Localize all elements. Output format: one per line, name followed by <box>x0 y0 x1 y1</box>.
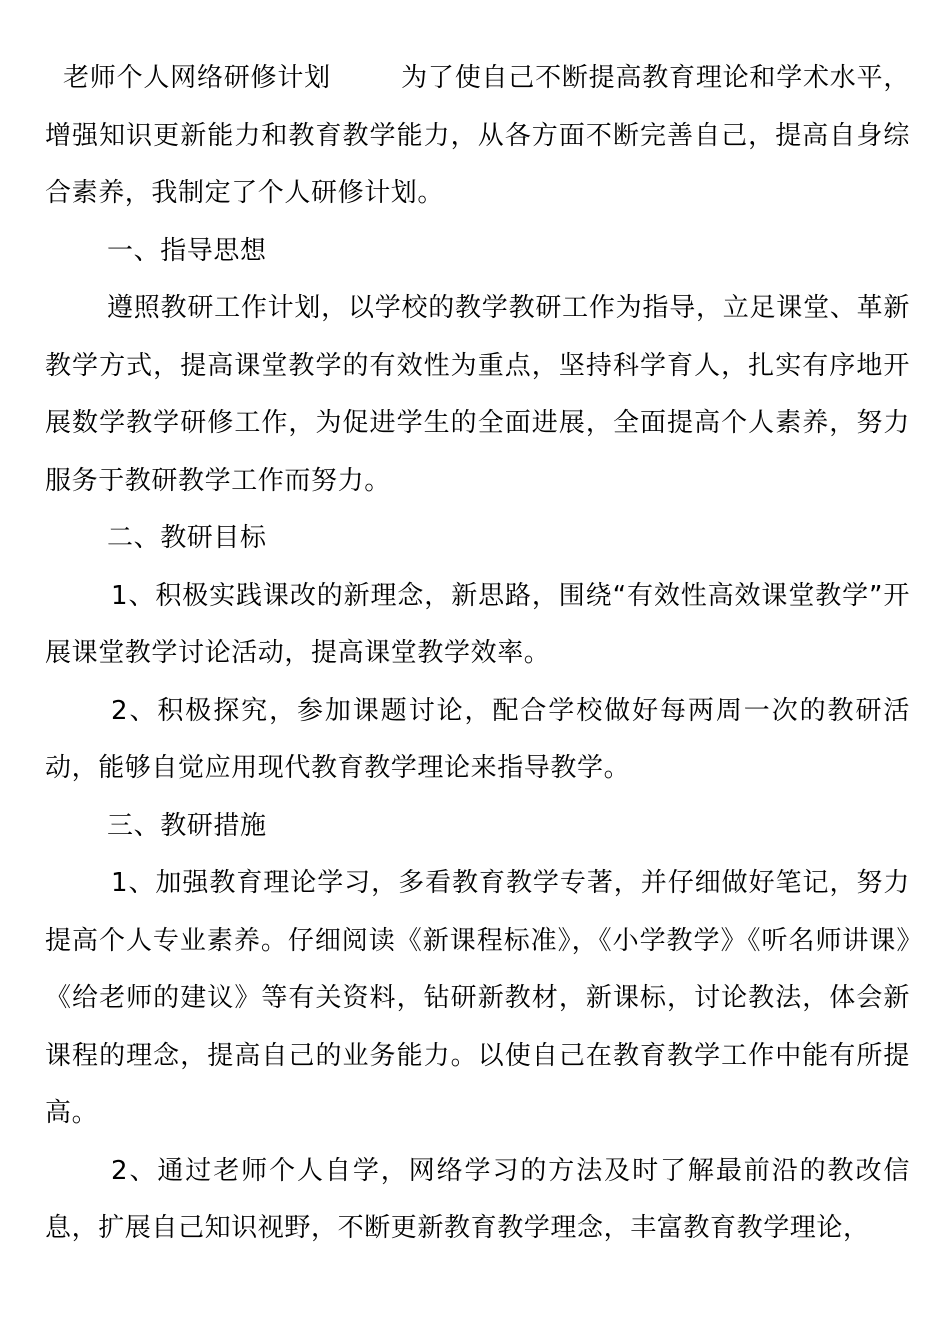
goal-item-2: 2、积极探究，参加课题讨论，配合学校做好每两周一次的教研活动，能够自觉应用现代教育教学理论来指导教学。 <box>45 695 910 783</box>
intro-text: 为了使自己不断提高教育理论和学术水平，增强知识更新能力和教育教学能力，从各方面不断完善自己，提高自身综合素养，我制定了个人研修计划。 <box>45 63 910 208</box>
measure-item-2: 2、通过老师个人自学，网络学习的方法及时了解最前沿的教改信息，扩展自己知识视野，不断更新教育教学理念，丰富教育教学理论， <box>45 1155 910 1243</box>
section-heading-research-measures: 三、教研措施 <box>107 810 267 841</box>
document-page <box>45 50 910 1258</box>
body-paragraph-guiding-thought: 遵照教研工作计划，以学校的教学教研工作为指导，立足课堂、革新教学方式，提高课堂教学的有效性为重点，坚持科学育人，扎实有序地开展数学教学研修工作，为促进学生的全面进展，全面提高个人素养，努力服务于教研教学工作而努力。 <box>45 293 910 496</box>
section-heading-research-goals: 二、教研目标 <box>107 523 267 553</box>
document-title: 老师个人网络研修计划 <box>63 63 331 93</box>
intro-paragraph <box>45 50 910 223</box>
measure-item-1: 1、加强教育理论学习，多看教育教学专著，并仔细做好笔记，努力提高个人专业素养。仔细阅读《新课程标准》，《小学教学》《听名师讲课》《给老师的建议》等有关资料，钻研新教材，新课标，讨论教法，体会新课程的理念，提高自己的业务能力。以使自己在教育教学工作中能有所提高。 <box>45 868 910 1128</box>
section-heading-guiding-thought: 一、指导思想 <box>107 235 267 266</box>
goal-item-1: 1、积极实践课改的新理念，新思路，围绕“有效性高效课堂教学”开展课堂教学讨论活动，提高课堂教学效率。 <box>45 580 910 668</box>
